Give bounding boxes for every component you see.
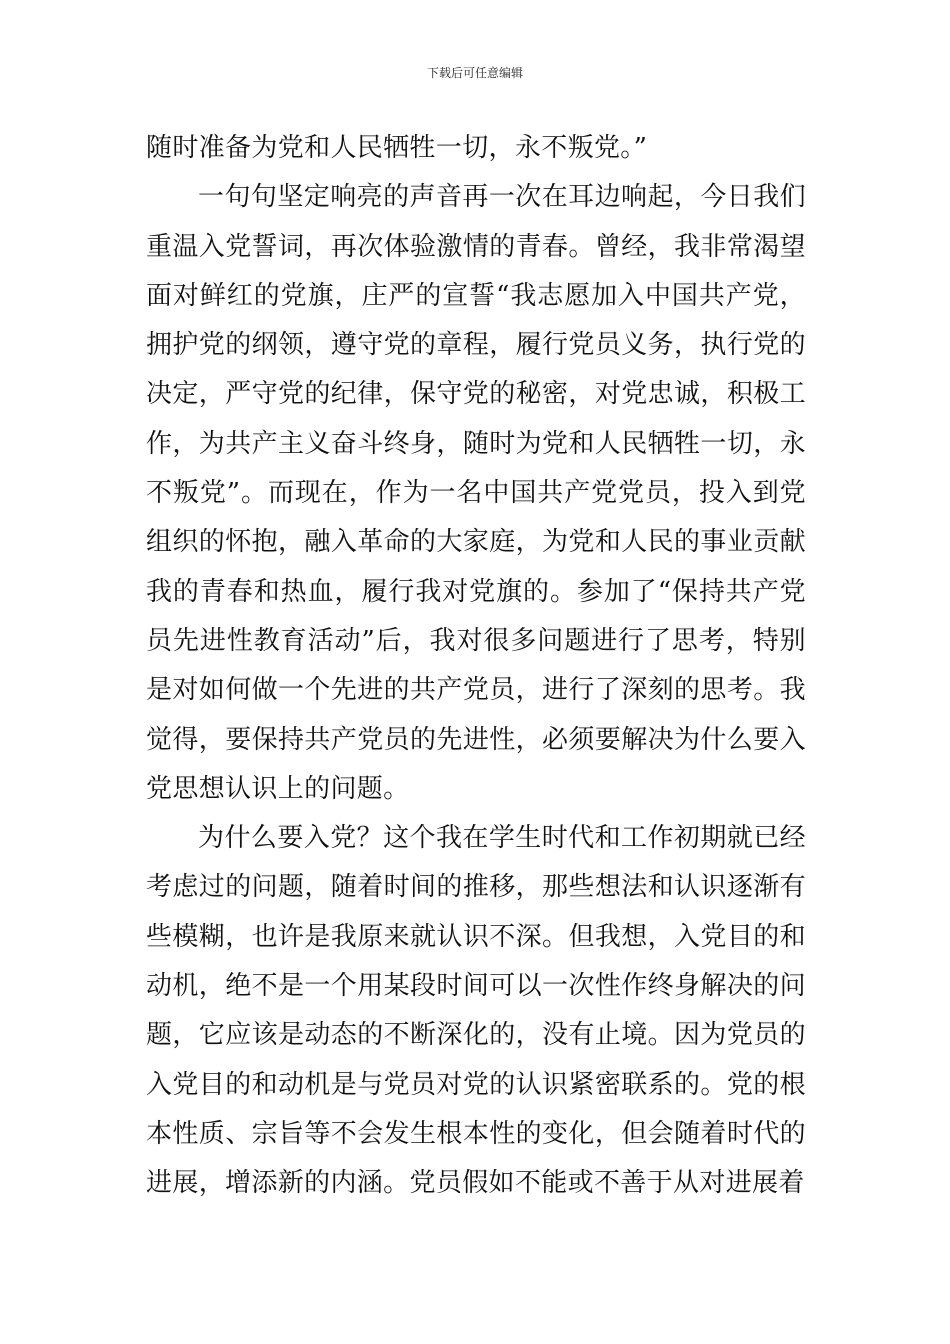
paragraph-oath-reflection: 一句句坚定响亮的声音再一次在耳边响起，今日我们重温入党誓词，再次体验激情的青春。曾经，我非常渴望面对鲜红的党旗，庄严的宣誓“我志愿加入中国共产党，拥护党的纲领，遵守党的章程，履行党员义务，执行党的决定，严守党的纪律，保守党的秘密，对党忠诚，积极工作，为共产主义奋斗终身，随时为党和人民牺牲一切，永不叛党”。而现在，作为一名中国共产党党员，投入到党组织的怀抱，融入革命的大家庭，为党和人民的事业贡献我的青春和热血，履行我对党旗的。参加了“保持共产党员先进性教育活动”后，我对很多问题进行了思考，特别是对如何做一个先进的共产党员，进行了深刻的思考。我觉得，要保持共产党员的先进性，必须要解决为什么要入党思想认识上的问题。 [146, 182, 806, 804]
page-header: 下载后可任意编辑 [426, 66, 523, 80]
paragraph-continuation: 随时准备为党和人民牺牲一切，永不叛党。” [146, 133, 648, 163]
paragraph-why-join: 为什么要入党？这个我在学生时代和工作初期就已经考虑过的问题，随着时间的推移，那些想法和认识逐渐有些模糊，也许是我原来就认识不深。但我想，入党目的和动机，绝不是一个用某段时间可以一次性作终身解决的问题，它应该是动态的不断深化的，没有止境。因为党员的入党目的和动机是与党员对党的认识紧密联系的。党的根本性质、宗旨等不会发生根本性的变化，但会随着时代的进展，增添新的内涵。党员假如不能或不善于从对进展着 [146, 823, 806, 1199]
document-body [146, 124, 806, 1209]
